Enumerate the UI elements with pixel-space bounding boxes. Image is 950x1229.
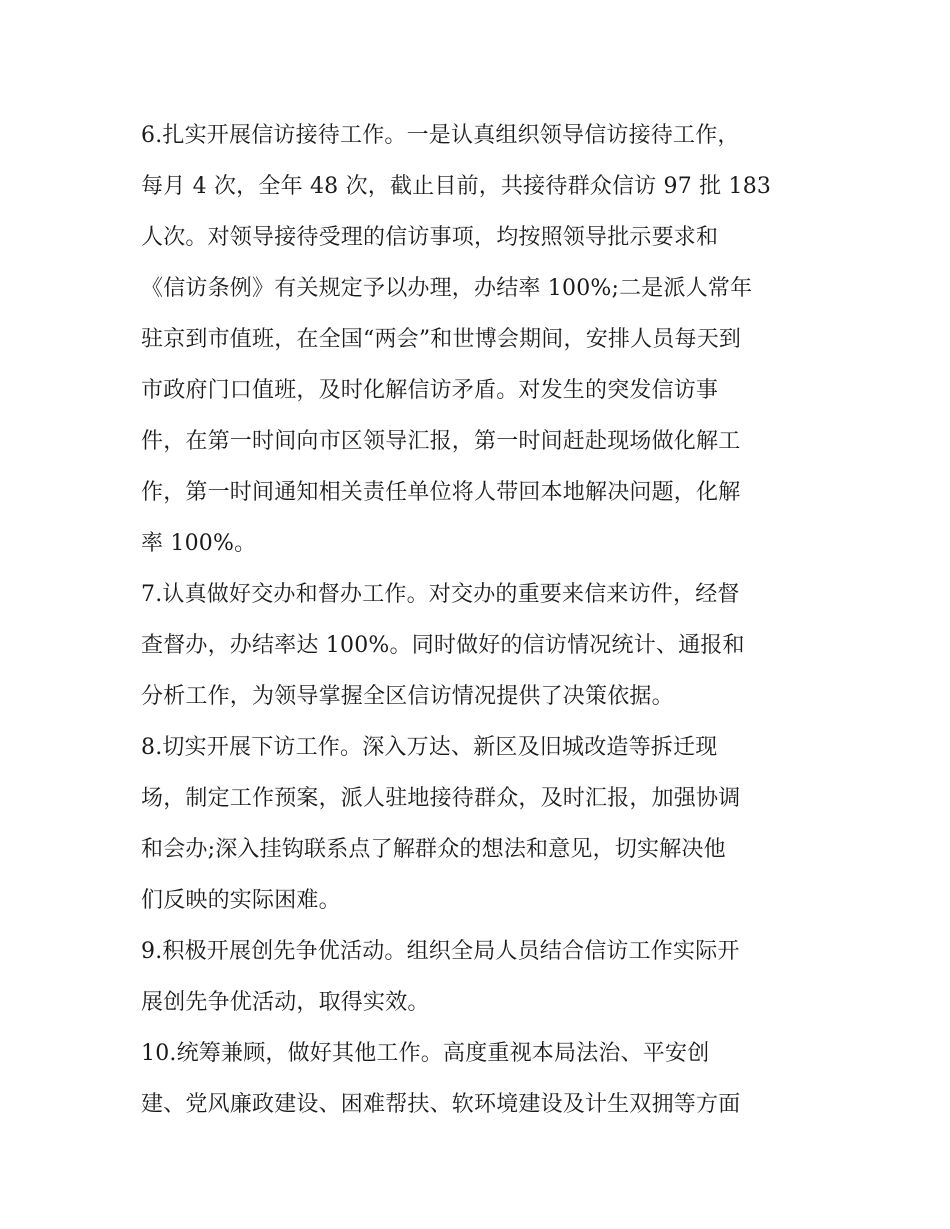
text-line: 6.扎实开展信访接待工作。一是认真组织领导信访接待工作， — [141, 123, 740, 148]
text-line: 率 100%。 — [141, 531, 257, 556]
text-line: 7.认真做好交办和督办工作。对交办的重要来信来访件，经督 — [141, 582, 740, 607]
text-line: 10.统筹兼顾，做好其他工作。高度重视本局法治、平安创 — [141, 1041, 710, 1066]
text-line: 查督办，办结率达 100%。同时做好的信访情况统计、通报和 — [141, 633, 745, 658]
text-line: 人次。对领导接待受理的信访事项，均按照领导批示要求和 — [141, 225, 719, 250]
text-line: 9.积极开展创先争优活动。组织全局人员结合信访工作实际开 — [141, 939, 740, 964]
text-line: 们反映的实际困难。 — [141, 888, 341, 913]
text-line: 每月 4 次，全年 48 次，截止目前，共接待群众信访 97 批 183 — [141, 174, 772, 199]
text-line: 展创先争优活动，取得实效。 — [141, 990, 430, 1015]
text-line: 场，制定工作预案，派人驻地接待群众，及时汇报，加强协调 — [141, 786, 741, 811]
text-line: 驻京到市值班，在全国“两会”和世博会期间，安排人员每天到 — [141, 327, 742, 352]
text-line: 和会办;深入挂钩联系点了解群众的想法和意见，切实解决他 — [141, 837, 726, 862]
text-line: 分析工作，为领导掌握全区信访情况提供了决策依据。 — [141, 684, 674, 709]
text-line: 市政府门口值班，及时化解信访矛盾。对发生的突发信访事 — [141, 378, 719, 403]
document-body — [141, 110, 831, 1130]
text-line: 《信访条例》有关规定予以办理，办结率 100%;二是派人常年 — [141, 276, 753, 301]
text-line: 8.切实开展下访工作。深入万达、新区及旧城改造等拆迁现 — [141, 735, 718, 760]
text-line: 作，第一时间通知相关责任单位将人带回本地解决问题，化解 — [141, 480, 741, 505]
text-line: 件，在第一时间向市区领导汇报，第一时间赶赴现场做化解工 — [141, 429, 741, 454]
text-line: 建、党风廉政建设、困难帮扶、软环境建设及计生双拥等方面 — [141, 1092, 741, 1117]
